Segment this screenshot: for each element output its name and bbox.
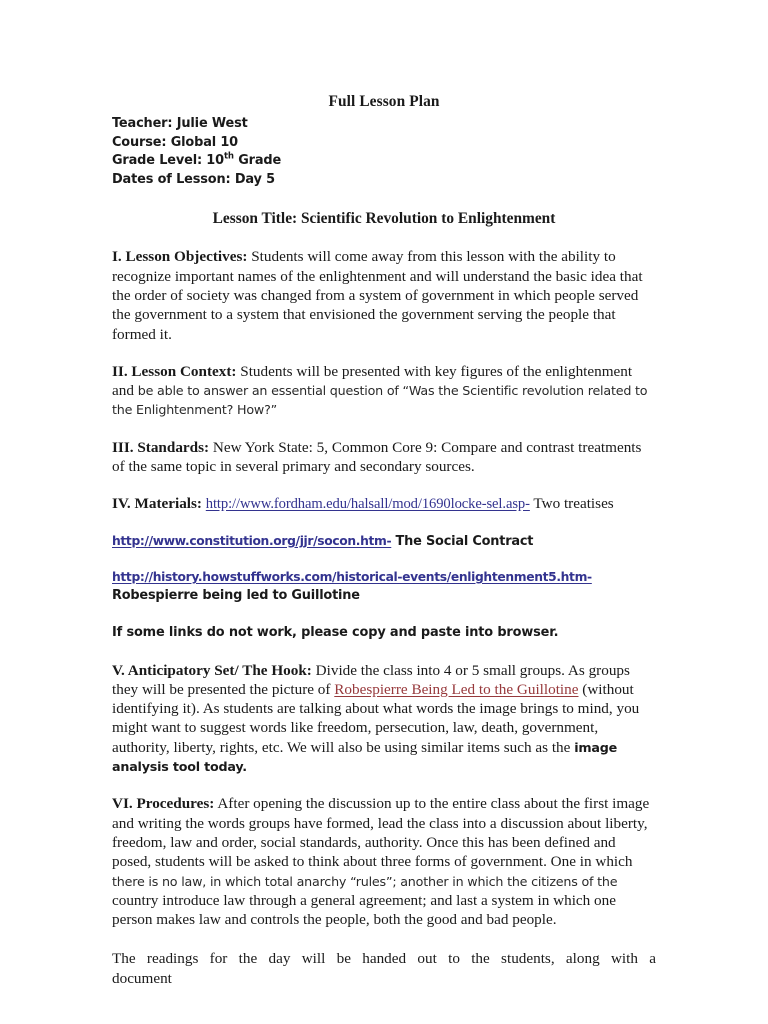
section-text-anticipatory-bold: image analysis tool today. (112, 739, 618, 775)
section-procedures (112, 794, 656, 929)
section-text-anticipatory-part2: (without identifying it). As students are talking about what words the image brings to mind, you might want to suggest words like freedom, persecution, law, death, government, authority, liberty, rights, etc. We will also be using similar items such as the (112, 680, 640, 756)
section-label-materials: IV. Materials: (112, 495, 202, 513)
grade-level-suffix: Grade (233, 153, 282, 169)
section-text-procedures-part2: country introduce law through a general agreement; and last a system in which one person makes law and controls the people, both the good and bad people. (112, 891, 616, 929)
section-text-standards: New York State: 5, Common Core 9: Compare and contrast treatments of the same topic in several primary and secondary sources. (112, 438, 642, 476)
materials-link-row-howstuffworks (112, 567, 656, 587)
section-text-objectives: Students will come away from this lesson with the ability to recognize important names of the enlightenment and will understand the basic idea that the order of society was changed from a system of government in which people served the government to a system that envisioned the government serving the people that formed it. (112, 248, 643, 343)
section-text-context-serif: Students will be presented with key figures of the enlightenment and (112, 362, 633, 400)
document-body (112, 92, 656, 988)
section-text-anticipatory-part1: Divide the class into 4 or 5 small groups. As groups they will be presented the picture of (112, 661, 630, 698)
section-text-procedures-part1: After opening the discussion up to the entire class about the first image and writing the words groups have formed, lead the class into a discussion about liberty, freedom, law and order, social standards, authority. Once this has been defined and posed, students will be asked to think about three forms of government. One in which (112, 795, 650, 871)
course-line: Course: Global 10 (112, 134, 238, 150)
dates-line: Dates of Lesson: Day 5 (112, 171, 275, 187)
closing-paragraph-text: The readings for the day will be handed out to the students, along with a document (112, 950, 656, 987)
teacher-line: Teacher: Julie West (112, 116, 248, 131)
grade-level-ordinal-suffix: th (223, 151, 234, 162)
section-materials (112, 494, 656, 514)
section-lesson-objectives (112, 247, 656, 343)
lesson-title: Lesson Title: Scientific Revolution to Enlightenment (212, 210, 556, 228)
section-text-context-alt: be able to answer an essential question of “Was the Scientific revolution related to the Enlightenment? How?” (112, 383, 648, 418)
materials-caption-locke: Two treatises (529, 495, 614, 513)
grade-level-prefix: Grade Level: 10 (112, 153, 224, 169)
section-lesson-context (112, 362, 656, 420)
materials-link-locke[interactable]: http://www.fordham.edu/halsall/mod/1690locke-sel.asp- (205, 496, 530, 513)
grade-level-line (112, 152, 656, 171)
document-title: Full Lesson Plan (328, 93, 440, 110)
section-label-procedures: VI. Procedures: (112, 795, 215, 813)
section-label-context: II. Lesson Context: (112, 362, 237, 380)
lesson-metadata (112, 115, 656, 189)
materials-link-social-contract[interactable]: http://www.constitution.org/jjr/socon.htm- (112, 533, 392, 548)
section-standards (112, 438, 656, 477)
section-label-standards: III. Standards: (112, 438, 210, 456)
materials-link-robespierre[interactable]: http://history.howstuffworks.com/historical-events/enlightenment5.htm- (112, 569, 592, 584)
materials-links-note: If some links do not work, please copy and paste into browser. (112, 625, 559, 641)
materials-link-row-constitution (112, 531, 656, 551)
anticipatory-link-robespierre-guillotine[interactable]: Robespierre Being Led to the Guillotine (334, 680, 579, 698)
section-label-objectives: I. Lesson Objectives: (112, 248, 248, 266)
section-text-procedures-alt: there is no law, in which total anarchy “rules”; another in which the citizens of the (112, 873, 618, 889)
materials-caption-robespierre: Robespierre being led to Guillotine (112, 588, 360, 604)
closing-paragraph (112, 949, 656, 988)
section-label-anticipatory: V. Anticipatory Set/ The Hook: (112, 661, 312, 679)
section-anticipatory-set (112, 661, 656, 777)
materials-caption-social-contract: The Social Contract (391, 533, 534, 549)
